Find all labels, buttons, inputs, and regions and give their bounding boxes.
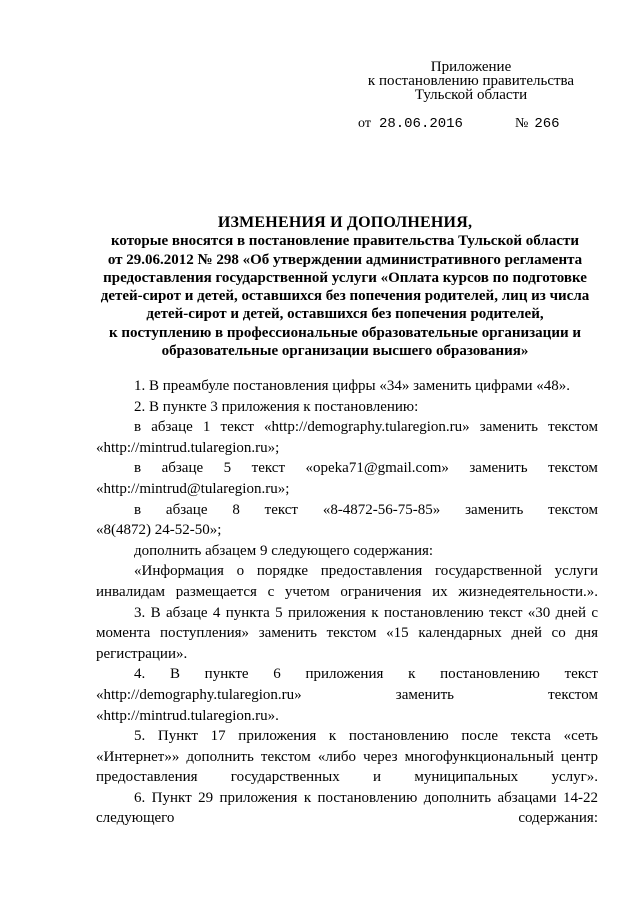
decree-date: 28.06.2016 — [378, 116, 463, 132]
word: заменить — [469, 460, 528, 477]
word: 6 — [273, 666, 281, 683]
word: «http://demography.tularegion.ru» — [96, 686, 302, 703]
item-4-line-3: «http://mintrud.tularegion.ru». — [96, 707, 279, 724]
title-line: которые вносятся в постановление правительства Тульской области — [110, 233, 580, 250]
item-6 — [96, 788, 598, 829]
word: 1 — [202, 419, 211, 436]
item-2-paragraph-5-continuation: «http://mintrud@tularegion.ru»; — [96, 480, 290, 497]
decree-number: 266 — [534, 116, 560, 132]
document-title — [90, 214, 600, 360]
item-2-add-paragraph: дополнить абзацем 9 следующего содержания: — [134, 542, 434, 559]
word: В — [169, 666, 180, 683]
word: текстом — [548, 460, 598, 477]
number-label: № — [514, 116, 529, 131]
word: к — [408, 666, 416, 683]
title-line: от 29.06.2012 № 298 «Об утверждении административного регламента — [107, 251, 583, 268]
title-line: детей-сирот и детей, оставшихся без попечения родителей, лиц из числа — [100, 288, 590, 305]
item-4-line-2 — [96, 685, 598, 706]
word: 8 — [232, 501, 240, 518]
appendix-line-2: к постановлению правительства — [367, 73, 575, 89]
word: текстом — [548, 501, 598, 518]
title-line: к поступлению в профессиональные образовательные организации и — [108, 324, 582, 341]
word: заменить — [395, 686, 454, 703]
word: в — [134, 460, 142, 477]
word: заменить — [479, 419, 538, 436]
from-label: от — [358, 116, 371, 131]
word: абзаце — [161, 460, 204, 477]
item-3-text: 3. В абзаце 4 пункта 5 приложения к постановлению текст «30 дней с момента поступления» заменить текстом «15 календарных дней со дня регистрации». — [96, 604, 598, 662]
word: текстом — [548, 686, 598, 703]
title-line: предоставления государственной услуги «Оплата курсов по подготовке — [103, 269, 587, 286]
item-3 — [96, 603, 598, 665]
word: текст — [564, 666, 598, 683]
word: приложения — [305, 666, 384, 683]
word: заменить — [465, 501, 524, 518]
word: «http://demography.tularegion.ru» — [264, 419, 470, 436]
appendix-line-3: Тульской области — [414, 87, 528, 103]
word: текстом — [548, 419, 598, 436]
title-line: детей-сирот и детей, оставшихся без попечения родителей, — [146, 306, 544, 323]
word: пункте — [204, 666, 249, 683]
word: текст — [264, 501, 298, 518]
item-2: 2. В пункте 3 приложения к постановлению: — [134, 398, 419, 415]
word: текст — [220, 419, 254, 436]
item-2-paragraph-1-line — [96, 417, 598, 438]
appendix-line-1: Приложение — [430, 59, 512, 75]
word: текст — [251, 460, 285, 477]
item-2-quote-text: «Информация о порядке предоставления государственной услуги инвалидам размещается с учетом ограничения их жизнедеятельности.». — [96, 563, 598, 600]
appendix-header — [346, 60, 596, 102]
item-4-line-1 — [96, 664, 598, 685]
word: абзаце — [165, 501, 208, 518]
word: постановлению — [440, 666, 540, 683]
item-2-quote — [96, 561, 598, 602]
word: «opeka71@gmail.com» — [305, 460, 449, 477]
word: 4. — [134, 666, 146, 683]
title-line: образовательные организации высшего образования» — [161, 343, 529, 360]
word: в — [134, 419, 142, 436]
word: абзаце — [151, 419, 193, 436]
item-2-paragraph-8-continuation: «8(4872) 24-52-50»; — [96, 522, 222, 539]
decree-reference — [358, 116, 560, 132]
word: «8-4872-56-75-85» — [322, 501, 441, 518]
item-5 — [96, 726, 598, 788]
title-main: ИЗМЕНЕНИЯ И ДОПОЛНЕНИЯ, — [217, 214, 473, 231]
word: в — [134, 501, 142, 518]
item-6-text: 6. Пункт 29 приложения к постановлению дополнить абзацами 14-22 следующего содержания: — [96, 789, 598, 827]
item-2-paragraph-5-line — [96, 458, 598, 479]
item-2-paragraph-8-line — [96, 500, 598, 521]
item-1: 1. В преамбуле постановления цифры «34» заменить цифрами «48». — [134, 378, 571, 394]
item-2-paragraph-1-continuation: «http://mintrud.tularegion.ru»; — [96, 439, 280, 456]
item-5-text: 5. Пункт 17 приложения к постановлению после текста «сеть «Интернет»» дополнить текстом «либо через многофункциональный центр предоставления государственных и муниципальных услуг». — [96, 728, 598, 786]
document-body — [96, 376, 598, 829]
word: 5 — [223, 460, 232, 477]
